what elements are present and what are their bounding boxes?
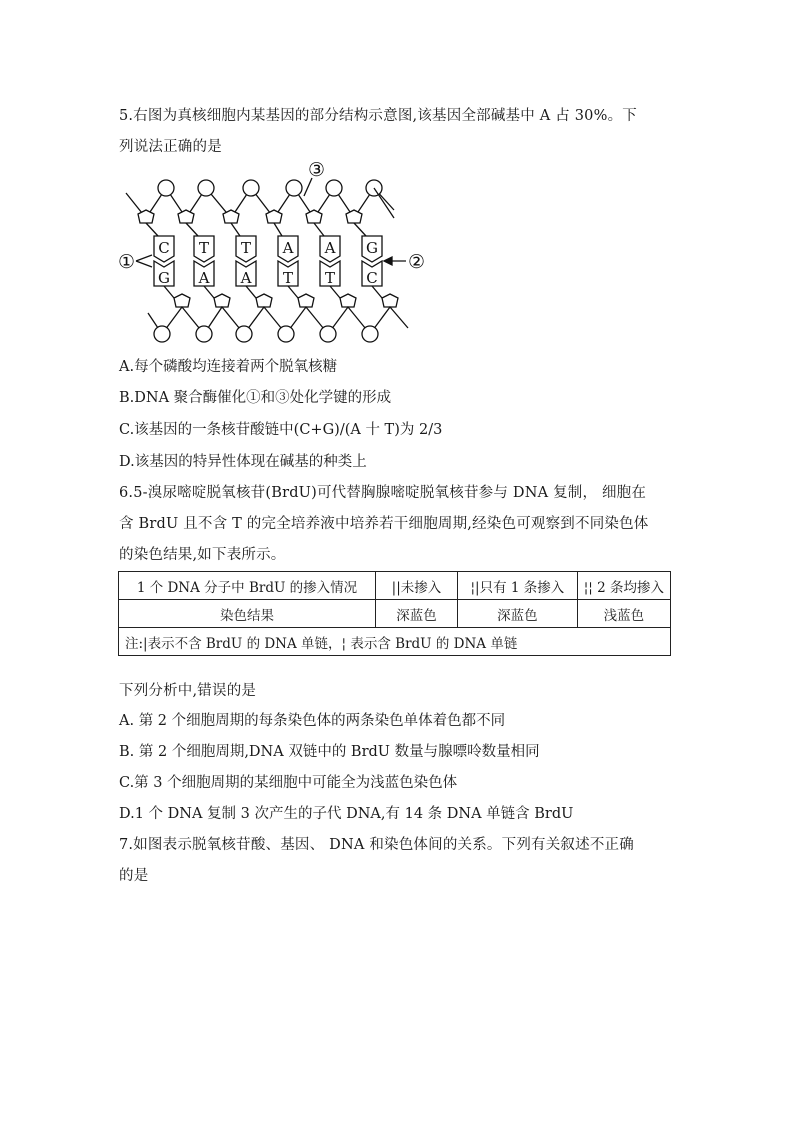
table-cell: 染色结果 bbox=[119, 600, 376, 628]
table-cell: ¦|只有 1 条掺入 bbox=[458, 572, 578, 600]
table-header-row bbox=[119, 572, 671, 600]
table-cell: 深蓝色 bbox=[458, 600, 578, 628]
base-letter-bottom: T bbox=[324, 269, 336, 287]
base-letter-top: G bbox=[366, 239, 378, 257]
sugar-pentagon bbox=[174, 294, 190, 307]
phosphate-circle bbox=[286, 180, 302, 196]
q5-stem-line1: 5.右图为真核细胞内某基因的部分结构示意图,该基因全部碱基中 A 占 30%。下 bbox=[119, 108, 637, 124]
base-letter-top: A bbox=[324, 239, 336, 257]
q5-stem-line2: 列说法正确的是 bbox=[119, 139, 222, 155]
table-cell: 浅蓝色 bbox=[577, 600, 670, 628]
q6-option-a: A. 第 2 个细胞周期的每条染色体的两条染色单体着色都不同 bbox=[119, 713, 506, 729]
sugar-pentagon bbox=[382, 294, 398, 307]
q6-stem-line1: 6.5-溴尿嘧啶脱氧核苷(BrdU)可代替胸腺嘧啶脱氧核苷参与 DNA 复制， 细胞在 bbox=[119, 485, 647, 501]
q5-option-d: D.该基因的特异性体现在碱基的种类上 bbox=[119, 454, 367, 470]
phosphate-circle bbox=[158, 180, 174, 196]
base-letter-top: T bbox=[240, 239, 252, 257]
base-letter-bottom: T bbox=[282, 269, 294, 287]
phosphate-circle bbox=[320, 326, 336, 342]
q7-stem-line1: 7.如图表示脱氧核苷酸、基因、 DNA 和染色体间的关系。下列有关叙述不正确 bbox=[119, 837, 634, 853]
label-circled-2: ② bbox=[408, 251, 426, 273]
phosphate-circle bbox=[236, 326, 252, 342]
q5-option-c: C.该基因的一条核苷酸链中(C+G)/(A 十 T)为 2/3 bbox=[119, 422, 443, 438]
base-pair-blocks bbox=[154, 236, 382, 286]
sugar-pentagon bbox=[340, 294, 356, 307]
q6-option-b: B. 第 2 个细胞周期,DNA 双链中的 BrdU 数量与腺嘌呤数量相同 bbox=[119, 744, 540, 760]
sugar-pentagon bbox=[346, 210, 362, 223]
label-circled-3: ③ bbox=[308, 159, 326, 181]
q6-stem-line3: 的染色结果,如下表所示。 bbox=[119, 547, 286, 563]
sugar-pentagon bbox=[214, 294, 230, 307]
table-cell: 深蓝色 bbox=[375, 600, 457, 628]
brdu-staining-table bbox=[118, 571, 671, 656]
phosphate-circle bbox=[326, 180, 342, 196]
label-circled-1: ① bbox=[118, 251, 136, 273]
q5-option-a: A.每个磷酸均连接着两个脱氧核糖 bbox=[119, 359, 338, 375]
base-letter-bottom: A bbox=[198, 269, 210, 287]
phosphate-circle bbox=[362, 326, 378, 342]
phosphate-circle bbox=[154, 326, 170, 342]
q6-option-c: C.第 3 个细胞周期的某细胞中可能全为浅蓝色染色体 bbox=[119, 775, 458, 791]
table-row bbox=[119, 600, 671, 628]
table-note: 注:|表示不含 BrdU 的 DNA 单链，¦ 表示含 BrdU 的 DNA 单链 bbox=[119, 628, 671, 656]
sugar-pentagon bbox=[266, 210, 282, 223]
q7-stem-line2: 的是 bbox=[119, 868, 149, 884]
sugar-pentagon bbox=[178, 210, 194, 223]
sugar-pentagon bbox=[306, 210, 322, 223]
q6-prompt: 下列分析中,错误的是 bbox=[119, 683, 257, 699]
phosphate-circle bbox=[198, 180, 214, 196]
base-letter-bottom: G bbox=[158, 269, 170, 287]
table-cell: 1 个 DNA 分子中 BrdU 的掺入情况 bbox=[119, 572, 376, 600]
table-cell: ¦¦ 2 条均掺入 bbox=[577, 572, 670, 600]
sugar-pentagon bbox=[256, 294, 272, 307]
phosphate-circle bbox=[278, 326, 294, 342]
table-note-row bbox=[119, 628, 671, 656]
q5-option-b: B.DNA 聚合酶催化①和③处化学键的形成 bbox=[119, 390, 392, 406]
sugar-pentagon bbox=[298, 294, 314, 307]
base-letter-top: C bbox=[158, 239, 170, 257]
base-letter-top: T bbox=[198, 239, 210, 257]
q6-stem-line2: 含 BrdU 且不含 T 的完全培养液中培养若干细胞周期,经染色可观察到不同染色体 bbox=[119, 516, 649, 532]
dna-structure-figure bbox=[116, 158, 446, 348]
base-letter-bottom: C bbox=[366, 269, 378, 287]
table-cell: ||未掺入 bbox=[375, 572, 457, 600]
phosphate-circle bbox=[196, 326, 212, 342]
base-letter-bottom: A bbox=[240, 269, 252, 287]
phosphate-circle bbox=[243, 180, 259, 196]
q6-option-d: D.1 个 DNA 复制 3 次产生的子代 DNA,有 14 条 DNA 单链含 BrdU bbox=[119, 806, 574, 822]
base-letter-top: A bbox=[282, 239, 294, 257]
